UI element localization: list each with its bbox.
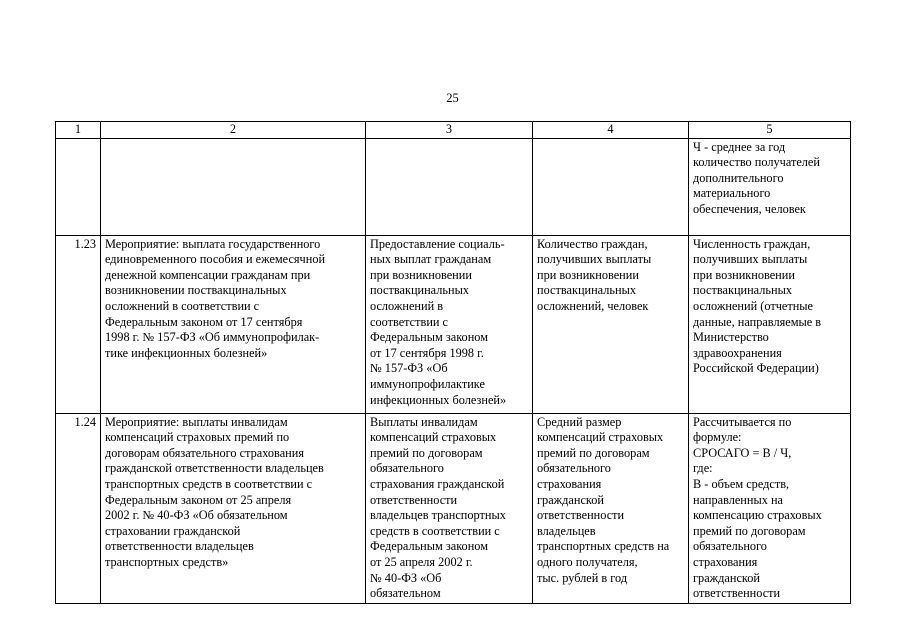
text-line: Средний размер (537, 414, 622, 429)
text-line: гражданской (537, 492, 604, 507)
text-line: одного получателя, (537, 554, 638, 569)
text-line: количество получателей (693, 155, 820, 170)
text-line: Российской Федерации) (693, 361, 819, 376)
indicator-cell (533, 413, 689, 603)
text-line: поствакцинальных (537, 283, 636, 298)
text-line: компенсаций страховых (370, 430, 497, 445)
text-line: Количество граждан, (537, 236, 648, 251)
text-line: Предоставление социаль- (370, 236, 505, 251)
header-cell: 3 (366, 122, 533, 139)
text-line: страхования гражданской (370, 476, 505, 491)
text-line: денежной компенсации гражданам при (105, 267, 311, 282)
text-line: обязательного (693, 539, 767, 554)
text-line: ответственности (693, 586, 781, 601)
row-number: 1.23 (56, 235, 101, 413)
measure-cell (101, 138, 366, 235)
text-line: при возникновении (370, 267, 472, 282)
text-line: Федеральным законом от 17 сентября (105, 314, 303, 329)
text-line: транспортных средств» (105, 554, 229, 569)
method-cell (689, 138, 851, 235)
description-cell (366, 413, 533, 603)
text-line: данные, направляемые в (693, 314, 822, 329)
text-line: поствакцинальных (693, 283, 792, 298)
text-line: дополнительного (693, 170, 784, 185)
text-line: инфекционных болезней» (370, 392, 507, 407)
text-line: обязательном (370, 586, 441, 601)
text-line: владельцев (537, 523, 596, 538)
text-line: компенсацию страховых (693, 508, 822, 523)
text-line: Мероприятие: выплата государственного (105, 236, 321, 251)
row-number (56, 138, 101, 235)
text-line: Численность граждан, (693, 236, 811, 251)
text-line: обязательного (537, 461, 611, 476)
text-line: компенсаций страховых (537, 430, 664, 445)
header-cell: 1 (56, 122, 101, 139)
text-line: получивших выплаты (537, 252, 652, 267)
page-number: 25 (446, 91, 459, 105)
text-line: обеспечения, человек (693, 201, 806, 216)
text-line: осложнений, человек (537, 298, 649, 313)
text-line: договорам обязательного страхования (105, 445, 304, 460)
text-line: гражданской ответственности владельцев (105, 461, 324, 476)
indicator-cell (533, 235, 689, 413)
text-line: ответственности (370, 492, 458, 507)
text-line: премий по договорам (370, 445, 483, 460)
text-line: от 25 апреля 2002 г. (370, 554, 473, 569)
document-table (55, 121, 851, 604)
text-line: формуле: (693, 430, 742, 445)
table-header-row (56, 122, 851, 139)
text-line: ответственности (537, 508, 625, 523)
text-line: страхования (693, 554, 758, 569)
text-line: средств в соответствии с (370, 523, 500, 538)
text-line: страховании гражданской (105, 523, 241, 538)
text-line: Министерство (693, 330, 769, 345)
text-line: здравоохранения (693, 345, 782, 360)
text-line: 1998 г. № 157-ФЗ «Об иммунопрофилак- (105, 330, 320, 345)
text-line: № 40-ФЗ «Об (370, 570, 442, 585)
text-line: соответствии с (370, 314, 449, 329)
text-line: осложнений в соответствии с (105, 298, 260, 313)
text-line: при возникновении (537, 267, 639, 282)
text-line: тыс. рублей в год (537, 570, 628, 585)
text-line: возникновении поствакцинальных (105, 283, 287, 298)
table-row (56, 413, 851, 603)
text-line: транспортных средств на (537, 539, 670, 554)
text-line: СРОСАГО = В / Ч, (693, 445, 792, 460)
text-line: Выплаты инвалидам (370, 414, 478, 429)
indicator-cell (533, 138, 689, 235)
text-line: осложнений (отчетные (693, 298, 814, 313)
text-line: 2002 г. № 40-ФЗ «Об обязательном (105, 508, 288, 523)
method-cell (689, 413, 851, 603)
text-line: премий по договорам (693, 523, 806, 538)
text-line: получивших выплаты (693, 252, 808, 267)
table-row (56, 138, 851, 235)
text-line: от 17 сентября 1998 г. (370, 345, 484, 360)
text-line: ных выплат гражданам (370, 252, 492, 267)
text-line: В - объем средств, (693, 476, 790, 491)
text-line: транспортных средств в соответствии с (105, 476, 313, 491)
measure-cell (101, 235, 366, 413)
text-line: Федеральным законом (370, 539, 488, 554)
text-line: тике инфекционных болезней» (105, 345, 268, 360)
text-line: иммунопрофилактике (370, 376, 485, 391)
text-line: обязательного (370, 461, 444, 476)
header-cell: 4 (533, 122, 689, 139)
text-line: материального (693, 186, 771, 201)
text-line: гражданской (693, 570, 760, 585)
text-line: при возникновении (693, 267, 795, 282)
text-line: Федеральным законом (370, 330, 488, 345)
text-line: единовременного пособия и ежемесячной (105, 252, 326, 267)
text-line: где: (693, 461, 713, 476)
text-line: ответственности владельцев (105, 539, 254, 554)
text-line: поствакцинальных (370, 283, 469, 298)
text-line: Мероприятие: выплаты инвалидам (105, 414, 288, 429)
text-line: компенсаций страховых премий по (105, 430, 290, 445)
text-line: владельцев транспортных (370, 508, 506, 523)
row-number: 1.24 (56, 413, 101, 603)
text-line: осложнений в (370, 298, 444, 313)
description-cell (366, 235, 533, 413)
method-cell (689, 235, 851, 413)
table-row (56, 235, 851, 413)
text-line: Рассчитывается по (693, 414, 792, 429)
header-cell: 5 (689, 122, 851, 139)
text-line: Ч - среднее за год (693, 139, 786, 154)
text-line: направленных на (693, 492, 783, 507)
description-cell (366, 138, 533, 235)
measure-cell (101, 413, 366, 603)
text-line: № 157-ФЗ «Об (370, 361, 448, 376)
text-line: страхования (537, 476, 602, 491)
text-line: премий по договорам (537, 445, 650, 460)
text-line: Федеральным законом от 25 апреля (105, 492, 292, 507)
header-cell: 2 (101, 122, 366, 139)
